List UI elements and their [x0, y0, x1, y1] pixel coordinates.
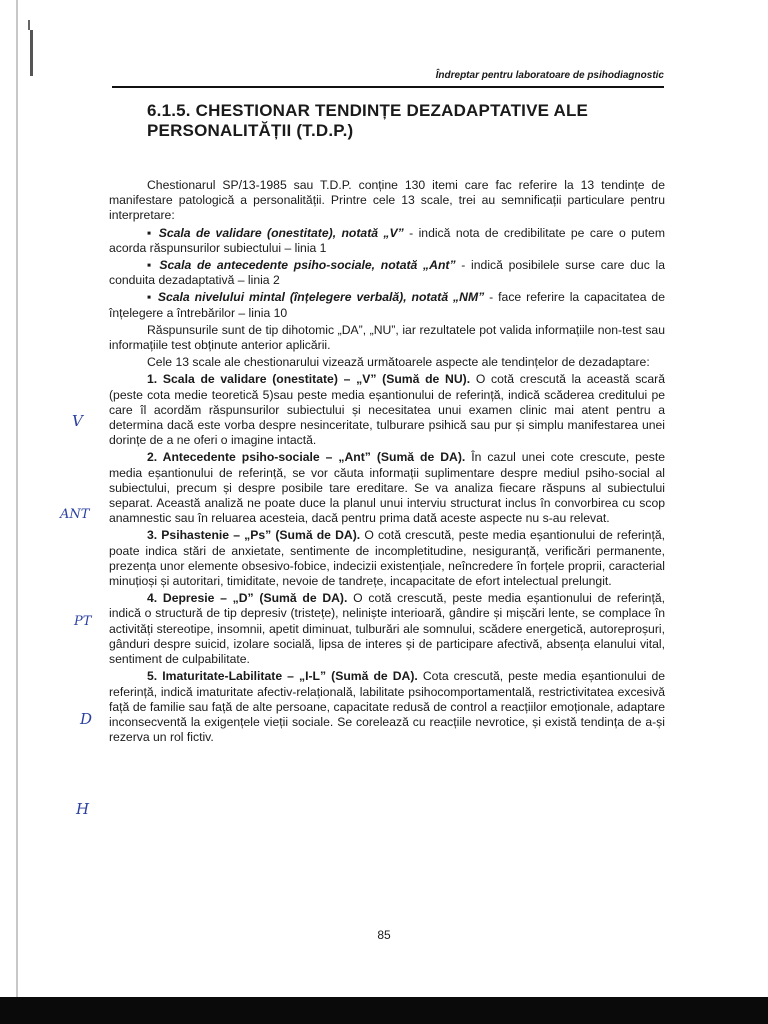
intro-paragraph: Chestionarul SP/13-1985 sau T.D.P. conține 130 itemi care fac referire la 13 tendințe de manifestare patologică a personalității. Printre cele 13 scale, trei au semnificații particulare pentru interpretare:: [109, 178, 665, 223]
scale-text: - indică nota de credibilitate pe care o putem acorda răspunsurilor subiectului – linia 1: [109, 225, 665, 255]
page-number: 85: [377, 928, 391, 942]
document-body: [109, 178, 665, 747]
response-paragraph: Răspunsurile sunt de tip dihotomic „DA”, „NU”, iar rezultatele pot valida informațiile non-test sau informațiile test obținute anterior aplicării.: [109, 322, 665, 353]
scale-text: - indică posibilele surse care duc la conduita dezadaptativă – linia 2: [109, 258, 665, 288]
scale-item-text: În cazul unei cote crescute, peste media eșantionului de referință, se vor căuta informații suplimentare despre mediul psiho-social al subiectului, precum și despre posibile tare ereditare. Se va analiza fiecare răspuns al subiectului separat. Această analiză ne poate duce la planul unui interviu structurat inclus în convorbirea cu scop anamnestic sau în reluarea acesteia, dacă pentru prima dată aceste aspecte nu s-au relevat.: [109, 450, 665, 526]
scale-item-label: 2. Antecedente psiho-sociale – „Ant” (Sumă de DA).: [147, 450, 466, 465]
scale-note-nm: [109, 290, 665, 320]
scale-item-label: 4. Depresie – „D” (Sumă de DA).: [147, 591, 348, 606]
handwritten-note-h: H: [76, 800, 90, 818]
scale-note-ant: [109, 258, 665, 288]
scale-label: ▪ Scala nivelului mintal (înțelegere verbală), notată „NM”: [147, 290, 485, 305]
scales-intro-paragraph: Cele 13 scale ale chestionarului vizează următoarele aspecte ale tendințelor de dezadaptare:: [147, 355, 650, 370]
binding-mark: [28, 20, 36, 30]
page-edge-line: [16, 0, 18, 1000]
scale-text: - face referire la capacitatea de înțelegere a întrebărilor – linia 10: [109, 290, 665, 320]
handwritten-note-pt: PT: [74, 614, 92, 629]
scale-label: ▪ Scala de antecedente psiho-sociale, notată „Ant”: [147, 258, 456, 273]
scale-item: [109, 528, 665, 589]
header-rule: [112, 86, 664, 88]
scale-item-text: O cotă crescută, peste media eșantionului de referință, indică o structură de tip depresiv (tristețe), neliniște interioară, gândire și mișcări lente, se complace în activități stereotipe, insomnii, apetit diminuat, tulburări ale somnului, scădere energetică, autoreproșuri, gânduri despre suicid, izolare socială, lipsa de interes și de participare afectivă, absența elanului vital, sentiment de culpabilitate.: [109, 591, 665, 667]
scale-item-label: 5. Imaturitate-Labilitate – „I-L” (Sumă de DA).: [147, 669, 418, 684]
handwritten-note-d: D: [80, 710, 93, 728]
running-head: Îndreptar pentru laboratoare de psihodiagnostic: [435, 70, 664, 81]
scale-label: ▪ Scala de validare (onestitate), notată „V”: [147, 225, 404, 240]
section-title: 6.1.5. CHESTIONAR TENDINȚE DEZADAPTATIVE ALE PERSONALITĂȚII (T.D.P.): [147, 101, 589, 140]
scan-bottom-border: [0, 997, 768, 1024]
scale-item: [109, 669, 665, 745]
binding-mark: [30, 30, 33, 76]
handwritten-note-v: V: [72, 412, 83, 430]
scale-item-text: O cotă crescută la această scară (peste cota medie teoretică 5)sau peste media eșantionului de referință, indică scăderea creditului pe care îl acordăm răspunsurilor subiectului și necesitatea unui examen clinic mai atent pentru a determina dacă este vorba despre nesinceritate, tulburare psihică sau pur și simplu manifestarea unei dorințe de a ne oferi o imagine intactă.: [109, 372, 665, 448]
scale-item-label: 1. Scala de validare (onestitate) – „V” (Sumă de NU).: [147, 372, 471, 387]
handwritten-note-ant: ANT: [60, 507, 90, 522]
scale-item: [109, 372, 665, 448]
scale-item-text: O cotă crescută, peste media eșantionului de referință, poate indica stări de anxietate, sentimente de incompletitudine, nesiguranță, verificări permanente, prezența unor elemente obsesivo-fobice, indecizii existențiale, neîncredere în forțele proprii, caracterial minuțioși și autoritari, timiditate, nevoie de tandrețe, incapacitate de efort intelectual prelungit.: [109, 528, 665, 589]
scale-item: [109, 591, 665, 667]
scale-item-text: Cota crescută, peste media eșantionului de referință, indică imaturitate afectiv-relațională, labilitate psihocomportamentală, restrictivitatea excesivă față de familie sau față de alte persoane, capacitate redusă de control a reacțiilor emoționale, adaptare inconsecventă la exigențele vieții sociale. Se corelează cu reacțiile nevrotice, și există tendința de a-și rezerva un rol fictiv.: [109, 669, 665, 745]
scale-note-v: [109, 226, 665, 256]
scale-item-label: 3. Psihastenie – „Ps” (Sumă de DA).: [147, 528, 361, 543]
scale-item: [109, 450, 665, 526]
